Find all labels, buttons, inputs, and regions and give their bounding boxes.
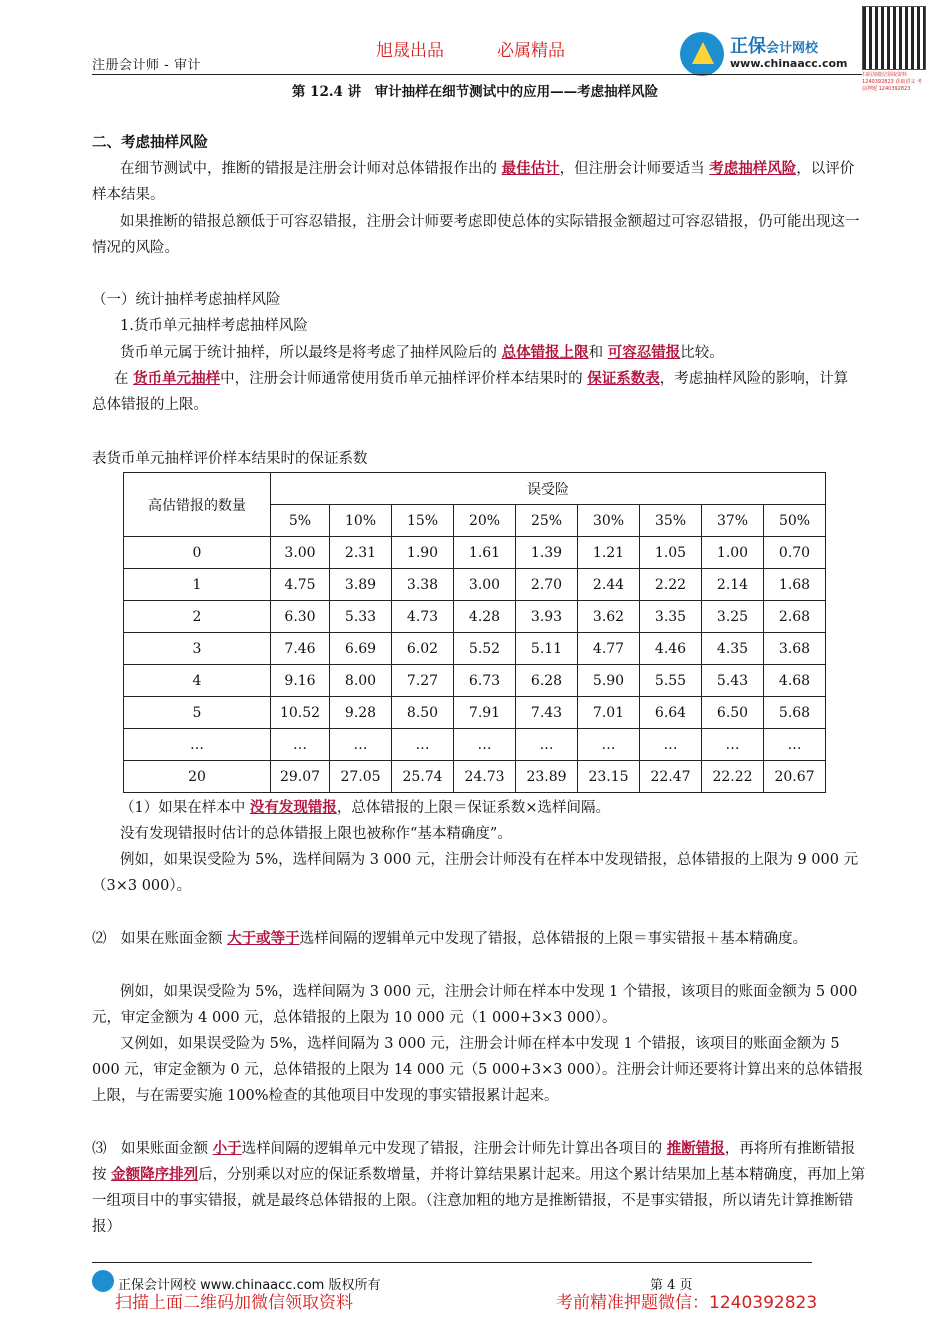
factor-cell: 1.05 [640, 537, 702, 569]
factor-cell: 22.47 [640, 761, 702, 793]
factor-cell: 5.33 [330, 601, 392, 633]
table-row [124, 601, 826, 633]
factor-cell: … [702, 729, 764, 761]
case-2: ⑵ 如果在账面金额 大于或等于选样间隔的逻辑单元中发现了错报，总体错报的上限＝事实错报＋基本精确度。 [92, 930, 808, 947]
page-title: 第 12.4 讲 审计抽样在细节测试中的应用——考虑抽样风险 [291, 84, 659, 100]
error-count-cell: 4 [124, 665, 271, 697]
column-header: 30% [578, 505, 640, 537]
column-header: 25% [516, 505, 578, 537]
table-row [124, 537, 826, 569]
factor-cell: … [764, 729, 826, 761]
factor-cell: … [578, 729, 640, 761]
case-2-example-2: 又例如，如果误受险为 5%，选样间隔为 3 000 元，注册会计师在样本中发现 1 个错报，该项目的账面金额为 5 000 元，审定金额为 0 元，总体错报的上限为 14 000 元（5 000+3×3 000）。注册会计师还要将计算出来的总体错报上限，与在需要实施 100%检查的其他项目中发现的事实错报累计起来。 [92, 1036, 863, 1104]
error-count-cell: 2 [124, 601, 271, 633]
factor-cell: 7.43 [516, 697, 578, 729]
case-2-example-1: 例如，如果误受险为 5%，选样间隔为 3 000 元，注册会计师在样本中发现 1 个错报，该项目的账面金额为 5 000 元，审定金额为 4 000 元，总体错报的上限为 10 000 元（1 000+3×3 000）。 [92, 984, 858, 1026]
factor-cell: 5.90 [578, 665, 640, 697]
header-subject: 注册会计师 - 审计 [92, 58, 201, 73]
factor-cell: 20.67 [764, 761, 826, 793]
factor-cell: 3.25 [702, 601, 764, 633]
paragraph-2: 如果推断的错报总额低于可容忍错报，注册会计师要考虑即使总体的实际错报金额超过可容忍错报，仍可能出现这一情况的风险。 [92, 214, 860, 256]
column-header: 50% [764, 505, 826, 537]
case-1-note: 没有发现错报时估计的总体错报上限也被称作“基本精确度”。 [120, 826, 512, 842]
factor-cell: 3.93 [516, 601, 578, 633]
factor-cell: 3.68 [764, 633, 826, 665]
factor-cell: … [271, 729, 330, 761]
factor-cell: 4.46 [640, 633, 702, 665]
factor-cell: … [454, 729, 516, 761]
column-header: 5% [271, 505, 330, 537]
error-count-cell: 3 [124, 633, 271, 665]
table-caption: 表货币单元抽样评价样本结果时的保证系数 [92, 451, 368, 467]
column-header: 10% [330, 505, 392, 537]
factor-cell: 3.00 [271, 537, 330, 569]
error-count-cell: 20 [124, 761, 271, 793]
factor-cell: 7.91 [454, 697, 516, 729]
factor-cell: 1.61 [454, 537, 516, 569]
table-row [124, 569, 826, 601]
factor-cell: 0.70 [764, 537, 826, 569]
factor-cell: 2.31 [330, 537, 392, 569]
confidence-factor-table [123, 472, 826, 793]
paragraph-3: 货币单元属于统计抽样，所以最终是将考虑了抽样风险后的 总体错报上限和 可容忍错报比较。 [120, 344, 724, 361]
factor-cell: 23.89 [516, 761, 578, 793]
error-count-cell: 0 [124, 537, 271, 569]
factor-cell: 2.14 [702, 569, 764, 601]
factor-cell: 2.68 [764, 601, 826, 633]
promo-right: 考前精准押题微信：1240392823 [556, 1293, 818, 1313]
table-row [124, 665, 826, 697]
table-row [124, 729, 826, 761]
row-header: 高估错报的数量 [124, 473, 271, 537]
factor-cell: 4.77 [578, 633, 640, 665]
slogan-2: 必属精品 [497, 41, 565, 61]
chinaacc-logo [680, 30, 860, 76]
factor-cell: 3.00 [454, 569, 516, 601]
factor-cell: 3.89 [330, 569, 392, 601]
qr-note: 扫码加微信领取资料 1240392823 获取讲义 考前押题 1240392823 [862, 72, 922, 92]
factor-cell: 6.30 [271, 601, 330, 633]
case-1: （1）如果在样本中 没有发现错报，总体错报的上限＝保证系数×选样间隔。 [120, 799, 610, 816]
factor-cell: 4.68 [764, 665, 826, 697]
header-divider [92, 74, 862, 75]
slogan-1: 旭晟出品 [376, 41, 444, 61]
factor-cell: 5.52 [454, 633, 516, 665]
factor-cell: 25.74 [392, 761, 454, 793]
error-count-cell: … [124, 729, 271, 761]
factor-cell: 1.90 [392, 537, 454, 569]
factor-cell: 7.01 [578, 697, 640, 729]
factor-cell: 27.05 [330, 761, 392, 793]
factor-cell: 8.00 [330, 665, 392, 697]
factor-cell: 5.55 [640, 665, 702, 697]
footer-divider [92, 1262, 812, 1263]
qr-code-icon [862, 6, 926, 70]
factor-cell: 4.75 [271, 569, 330, 601]
table-row [124, 633, 826, 665]
factor-cell: 6.64 [640, 697, 702, 729]
factor-cell: 6.02 [392, 633, 454, 665]
factor-cell: 23.15 [578, 761, 640, 793]
factor-cell: 2.44 [578, 569, 640, 601]
factor-cell: 10.52 [271, 697, 330, 729]
factor-cell: … [516, 729, 578, 761]
page-number: 第 4 页 [650, 1278, 693, 1293]
error-count-cell: 5 [124, 697, 271, 729]
case-1-example: 例如，如果误受险为 5%，选样间隔为 3 000 元，注册会计师没有在样本中发现错报，总体错报的上限为 9 000 元（3×3 000）。 [92, 852, 859, 894]
factor-cell: 4.35 [702, 633, 764, 665]
column-header: 35% [640, 505, 702, 537]
factor-cell: 3.62 [578, 601, 640, 633]
factor-cell: 8.50 [392, 697, 454, 729]
logo-url: www.chinaacc.com [730, 57, 848, 70]
column-header: 20% [454, 505, 516, 537]
factor-cell: 24.73 [454, 761, 516, 793]
column-header: 15% [392, 505, 454, 537]
logo-icon [680, 32, 724, 76]
error-count-cell: 1 [124, 569, 271, 601]
factor-cell: 4.73 [392, 601, 454, 633]
footer-copyright: 正保会计网校 www.chinaacc.com 版权所有 [118, 1278, 381, 1293]
factor-cell: 6.50 [702, 697, 764, 729]
logo-name: 正保会计网校 [730, 36, 819, 57]
factor-cell: 6.73 [454, 665, 516, 697]
factor-cell: 5.11 [516, 633, 578, 665]
factor-cell: 9.16 [271, 665, 330, 697]
group-header: 误受险 [271, 473, 826, 505]
factor-cell: 4.28 [454, 601, 516, 633]
factor-cell: … [640, 729, 702, 761]
factor-cell: 5.68 [764, 697, 826, 729]
factor-cell: 29.07 [271, 761, 330, 793]
factor-cell: 5.43 [702, 665, 764, 697]
factor-cell: 1.39 [516, 537, 578, 569]
case-3: ⑶ 如果账面金额 小于选样间隔的逻辑单元中发现了错报，注册会计师先计算出各项目的 推断错报，再将所有推断错报按 金额降序排列后，分别乘以对应的保证系数增量，并将计算结果累计起来。用这个累计结果加上基本精确度，再加上第一组项目中的事实错报，就是最终总体错报的上限。（注意加粗的地方是推断错报，不是事实错报，所以请先计算推断错报） [92, 1140, 866, 1235]
factor-cell: 22.22 [702, 761, 764, 793]
factor-cell: 7.46 [271, 633, 330, 665]
factor-cell: 3.35 [640, 601, 702, 633]
factor-cell: 7.27 [392, 665, 454, 697]
factor-cell: 2.22 [640, 569, 702, 601]
subheading-2: 1.货币单元抽样考虑抽样风险 [120, 318, 308, 334]
factor-cell: 9.28 [330, 697, 392, 729]
footer-logo-icon [92, 1270, 114, 1292]
factor-cell: … [392, 729, 454, 761]
paragraph-4: 在 货币单元抽样中，注册会计师通常使用货币单元抽样评价样本结果时的 保证系数表，考虑抽样风险的影响，计算总体错报的上限。 [92, 370, 849, 413]
table-row [124, 697, 826, 729]
factor-cell: … [330, 729, 392, 761]
paragraph-1: 在细节测试中，推断的错报是注册会计师对总体错报作出的 最佳估计，但注册会计师要适当 考虑抽样风险，以评价样本结果。 [92, 160, 855, 203]
factor-cell: 1.21 [578, 537, 640, 569]
table-row [124, 761, 826, 793]
promo-left: 扫描上面二维码加微信领取资料 [115, 1293, 353, 1313]
factor-cell: 1.00 [702, 537, 764, 569]
factor-cell: 6.69 [330, 633, 392, 665]
subheading-1: （一）统计抽样考虑抽样风险 [92, 292, 281, 308]
factor-cell: 3.38 [392, 569, 454, 601]
factor-cell: 2.70 [516, 569, 578, 601]
factor-cell: 6.28 [516, 665, 578, 697]
section-heading: 二、考虑抽样风险 [92, 134, 208, 151]
column-header: 37% [702, 505, 764, 537]
factor-cell: 1.68 [764, 569, 826, 601]
